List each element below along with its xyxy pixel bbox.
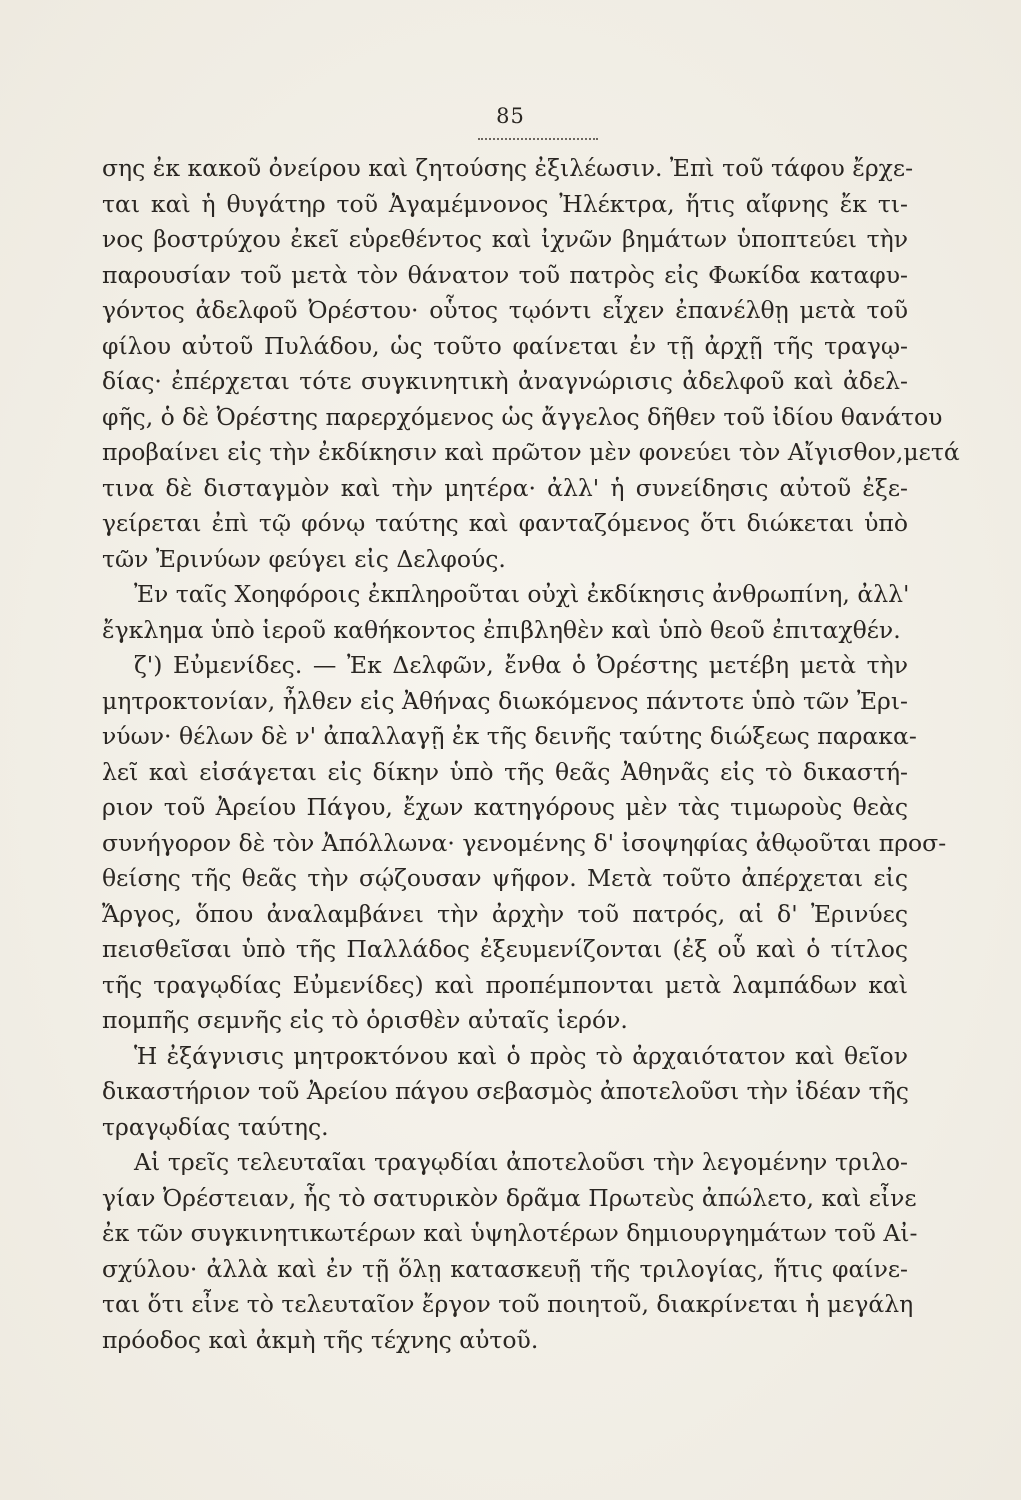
text-line: γίαν Ὀρέστειαν, ἧς τὸ σατυρικὸν δρᾶμα Πρωτεὺς ἀπώλετο, καὶ εἶνε	[102, 1183, 917, 1212]
text-line: ται καὶ ἡ θυγάτηρ τοῦ Ἀγαμέμνονος Ἠλέκτρα, ἥτις αἴφνης ἔκ τι-	[102, 189, 908, 218]
page-number-rule	[478, 138, 598, 140]
text-line: τινα δὲ δισταγμὸν καὶ τὴν μητέρα· ἀλλ' ἡ συνείδησις αὐτοῦ ἐξε-	[102, 473, 908, 502]
text-line: παρουσίαν τοῦ μετὰ τὸν θάνατον τοῦ πατρὸς εἰς Φωκίδα καταφυ-	[102, 260, 908, 289]
body-text	[102, 151, 960, 1358]
text-line: σης ἐκ κακοῦ ὀνείρου καὶ ζητούσης ἐξιλέωσιν. Ἐπὶ τοῦ τάφου ἔρχε-	[102, 154, 914, 182]
text-line: τῶν Ἐρινύων φεύγει εἰς Δελφούς.	[102, 544, 506, 573]
text-line: μητροκτονίαν, ἦλθεν εἰς Ἀθήνας διωκόμενος πάντοτε ὑπὸ τῶν Ἐρι-	[102, 686, 908, 715]
text-line: ριον τοῦ Ἀρείου Πάγου, ἔχων κατηγόρους μὲν τὰς τιμωροὺς θεὰς	[102, 793, 908, 821]
text-line: πομπῆς σεμνῆς εἰς τὸ ὁρισθὲν αὐταῖς ἱερόν.	[102, 1006, 628, 1034]
text-line: νος βοστρύχου ἐκεῖ εὑρεθέντος καὶ ἰχνῶν βημάτων ὑποπτεύει τὴν	[102, 225, 908, 253]
text-line: Αἱ τρεῖς τελευταῖαι τραγῳδίαι ἀποτελοῦσι τὴν λεγομένην τριλο-	[134, 1148, 908, 1176]
text-line: συνήγορον δὲ τὸν Ἀπόλλωνα· γενομένης δ' ἰσοψηφίας ἀθῳοῦται προσ-	[102, 828, 947, 857]
text-line: προβαίνει εἰς τὴν ἐκδίκησιν καὶ πρῶτον μὲν φονεύει τὸν Αἴγισθον,μετά	[102, 438, 960, 466]
text-line: σχύλου· ἀλλὰ καὶ ἐν τῇ ὅλῃ κατασκευῇ τῆς τριλογίας, ἥτις φαίνε-	[102, 1254, 908, 1283]
text-line: ζ') Εὐμενίδες. — Ἐκ Δελφῶν, ἔνθα ὁ Ὀρέστης μετέβη μετὰ τὴν	[134, 651, 908, 679]
text-line: τραγῳδίας ταύτης.	[102, 1112, 329, 1141]
text-line: Ἐν ταῖς Χοηφόροις ἐκπληροῦται οὐχὶ ἐκδίκησις ἀνθρωπίνη, ἀλλ'	[134, 580, 910, 608]
text-line: ἔγκλημα ὑπὸ ἱεροῦ καθήκοντος ἐπιβληθὲν καὶ ὑπὸ θεοῦ ἐπιταχθέν.	[102, 615, 901, 644]
text-line: γείρεται ἐπὶ τῷ φόνῳ ταύτης καὶ φανταζόμενος ὅτι διώκεται ὑπὸ	[102, 509, 908, 537]
text-line: γόντος ἀδελφοῦ Ὀρέστου· οὗτος τῳόντι εἶχεν ἐπανέλθῃ μετὰ τοῦ	[102, 296, 908, 324]
text-line: δίας· ἐπέρχεται τότε συγκινητικὴ ἀναγνώρισις ἀδελφοῦ καὶ ἀδελ-	[102, 367, 908, 395]
text-line: φῆς, ὁ δὲ Ὀρέστης παρερχόμενος ὡς ἄγγελος δῆθεν τοῦ ἰδίου θανάτου	[102, 402, 943, 431]
text-line: πεισθεῖσαι ὑπὸ τῆς Παλλάδος ἐξευμενίζονται (ἐξ οὗ καὶ ὁ τίτλος	[102, 935, 908, 963]
text-line: φίλου αὐτοῦ Πυλάδου, ὡς τοῦτο φαίνεται ἐν τῇ ἀρχῇ τῆς τραγῳ-	[102, 331, 908, 360]
text-line: Ἡ ἐξάγνισις μητροκτόνου καὶ ὁ πρὸς τὸ ἀρχαιότατον καὶ θεῖον	[134, 1041, 908, 1070]
text-line: τῆς τραγῳδίας Εὐμενίδες) καὶ προπέμπονται μετὰ λαμπάδων καὶ	[102, 970, 908, 999]
text-line: Ἄργος, ὅπου ἀναλαμβάνει τὴν ἀρχὴν τοῦ πατρός, αἱ δ' Ἐρινύες	[102, 899, 908, 928]
text-line: ται ὅτι εἶνε τὸ τελευταῖον ἔργον τοῦ ποιητοῦ, διακρίνεται ἡ μεγάλη	[102, 1290, 914, 1318]
text-line: πρόοδος καὶ ἀκμὴ τῆς τέχνης αὐτοῦ.	[102, 1325, 539, 1354]
text-line: θείσης τῆς θεᾶς τὴν σῴζουσαν ψῆφον. Μετὰ τοῦτο ἀπέρχεται εἰς	[102, 864, 908, 892]
text-line: νύων· θέλων δὲ ν' ἀπαλλαγῇ ἐκ τῆς δεινῆς ταύτης διώξεως παρακα-	[102, 722, 917, 750]
page-number: 85	[496, 104, 525, 128]
text-line: ἐκ τῶν συγκινητικωτέρων καὶ ὑψηλοτέρων δημιουργημάτων τοῦ Αἰ-	[102, 1219, 918, 1247]
text-line: λεῖ καὶ εἰσάγεται εἰς δίκην ὑπὸ τῆς θεᾶς Ἀθηνᾶς εἰς τὸ δικαστή-	[102, 757, 908, 786]
text-line: δικαστήριον τοῦ Ἀρείου πάγου σεβασμὸς ἀποτελοῦσι τὴν ἰδέαν τῆς	[102, 1077, 909, 1105]
